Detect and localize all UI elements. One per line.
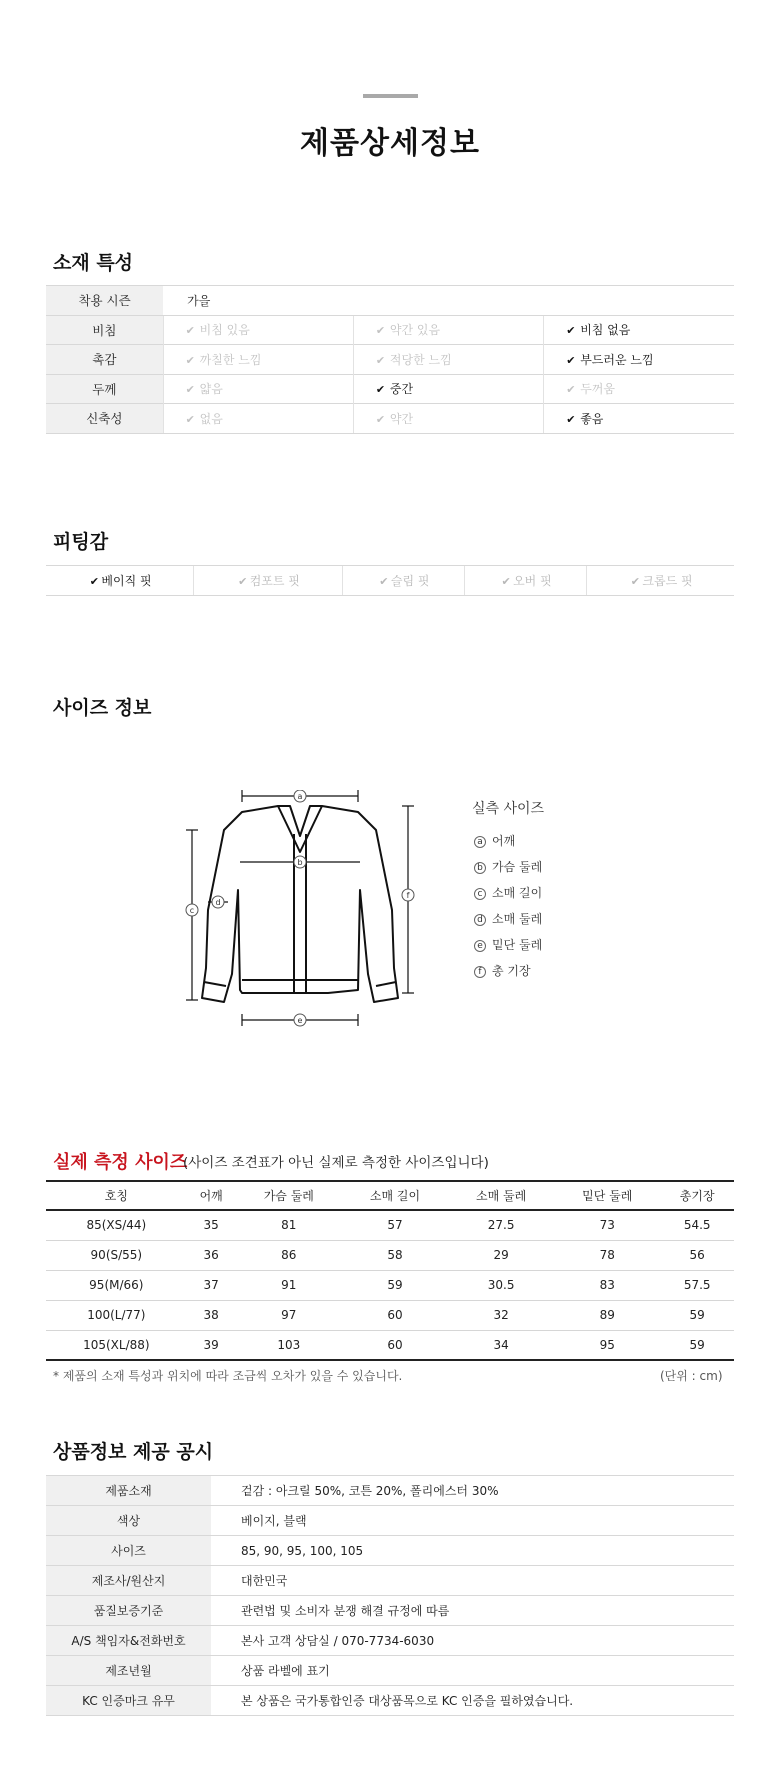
info-label: 제품소재 bbox=[46, 1476, 211, 1506]
table-cell: 83 bbox=[554, 1270, 660, 1300]
column-header: 소매 둘레 bbox=[448, 1181, 554, 1210]
legend-item: e 밑단 둘레 bbox=[474, 936, 542, 953]
table-cell: 34 bbox=[448, 1330, 554, 1360]
check-icon: ✔ bbox=[185, 383, 195, 397]
material-option: ✔ 약간 bbox=[353, 404, 543, 434]
info-row bbox=[46, 1566, 734, 1596]
info-row bbox=[46, 1656, 734, 1686]
check-icon: ✔ bbox=[375, 324, 386, 338]
legend-item: d 소매 둘레 bbox=[474, 910, 542, 927]
product-info-title: 상품정보 제공 공시 bbox=[53, 1441, 214, 1463]
column-header: 총기장 bbox=[660, 1181, 734, 1210]
material-option: ✔ 두꺼움 bbox=[544, 374, 734, 404]
material-label: 신축성 bbox=[46, 404, 163, 434]
info-value: 본 상품은 국가통합인증 대상품목으로 KC 인증을 필하였습니다. bbox=[211, 1686, 734, 1716]
info-value: 85, 90, 95, 100, 105 bbox=[211, 1536, 734, 1566]
table-cell: 60 bbox=[342, 1300, 448, 1330]
material-table bbox=[46, 285, 734, 434]
cardigan-size-diagram bbox=[180, 790, 420, 1030]
page-title: 제품상세정보 bbox=[300, 126, 480, 161]
table-cell: 90(S/55) bbox=[46, 1240, 187, 1270]
material-season-value: 가을 bbox=[163, 286, 734, 316]
unit-label: (단위 : cm) bbox=[660, 1369, 723, 1383]
table-cell: 59 bbox=[342, 1270, 448, 1300]
fit-table bbox=[46, 565, 734, 596]
table-cell: 56 bbox=[660, 1240, 734, 1270]
check-icon: ✔ bbox=[185, 324, 195, 338]
fit-option: ✔ 오버 핏 bbox=[464, 566, 586, 596]
info-label: 제조년월 bbox=[46, 1656, 211, 1686]
info-label: 품질보증기준 bbox=[46, 1596, 211, 1626]
column-header: 소매 길이 bbox=[342, 1181, 448, 1210]
table-cell: 57.5 bbox=[660, 1270, 734, 1300]
info-value: 관련법 및 소비자 분쟁 해결 규정에 따름 bbox=[211, 1596, 734, 1626]
measurement-header-row bbox=[46, 1181, 734, 1210]
info-label: 제조사/원산지 bbox=[46, 1566, 211, 1596]
column-header: 호칭 bbox=[46, 1181, 187, 1210]
material-option: ✔ 비침 있음 bbox=[163, 315, 353, 345]
title-divider bbox=[363, 94, 418, 98]
material-label: 촉감 bbox=[46, 345, 163, 375]
table-cell: 27.5 bbox=[448, 1210, 554, 1240]
material-label: 착용 시즌 bbox=[46, 286, 163, 316]
check-icon: ✔ bbox=[89, 575, 99, 588]
material-row bbox=[46, 404, 734, 434]
material-option: ✔ 약간 있음 bbox=[353, 315, 543, 345]
fit-option: ✔ 슬림 핏 bbox=[342, 566, 464, 596]
table-cell: 57 bbox=[342, 1210, 448, 1240]
table-cell: 60 bbox=[342, 1330, 448, 1360]
product-info-table bbox=[46, 1475, 734, 1716]
table-cell: 100(L/77) bbox=[46, 1300, 187, 1330]
table-cell: 58 bbox=[342, 1240, 448, 1270]
info-value: 상품 라벨에 표기 bbox=[211, 1656, 734, 1686]
material-option-selected: ✔ 부드러운 느낌 bbox=[544, 345, 734, 375]
info-label: 사이즈 bbox=[46, 1536, 211, 1566]
check-icon: ✔ bbox=[630, 575, 640, 588]
fit-section-title: 피팅감 bbox=[53, 531, 109, 553]
material-row-season bbox=[46, 286, 734, 316]
check-icon: ✔ bbox=[375, 353, 386, 367]
info-label: A/S 책임자&전화번호 bbox=[46, 1626, 211, 1656]
svg-text:c: c bbox=[189, 906, 195, 915]
check-icon: ✔ bbox=[566, 353, 576, 367]
material-row bbox=[46, 374, 734, 404]
table-row bbox=[46, 1300, 734, 1330]
check-icon: ✔ bbox=[566, 383, 576, 397]
info-value: 본사 고객 상담실 / 070-7734-6030 bbox=[211, 1626, 734, 1656]
material-option-selected: ✔ 좋음 bbox=[544, 404, 734, 434]
info-row bbox=[46, 1506, 734, 1536]
table-cell: 73 bbox=[554, 1210, 660, 1240]
svg-text:b: b bbox=[297, 858, 303, 867]
table-row bbox=[46, 1270, 734, 1300]
table-cell: 78 bbox=[554, 1240, 660, 1270]
check-icon: ✔ bbox=[501, 575, 511, 588]
info-row bbox=[46, 1476, 734, 1506]
table-cell: 105(XL/88) bbox=[46, 1330, 187, 1360]
check-icon: ✔ bbox=[185, 412, 195, 426]
info-value: 베이지, 블랙 bbox=[211, 1506, 734, 1536]
material-option-selected: ✔ 중간 bbox=[353, 374, 543, 404]
size-section-title: 사이즈 정보 bbox=[53, 697, 152, 719]
table-cell: 89 bbox=[554, 1300, 660, 1330]
table-cell: 95 bbox=[554, 1330, 660, 1360]
legend-item: c 소매 길이 bbox=[474, 884, 542, 901]
material-option-selected: ✔ 비침 없음 bbox=[544, 315, 734, 345]
material-option: ✔ 적당한 느낌 bbox=[353, 345, 543, 375]
measurement-note: * 제품의 소재 특성과 위치에 따라 조금씩 오차가 있을 수 있습니다. bbox=[53, 1369, 403, 1383]
column-header: 가슴 둘레 bbox=[236, 1181, 342, 1210]
table-cell: 81 bbox=[236, 1210, 342, 1240]
material-label: 두께 bbox=[46, 374, 163, 404]
info-row bbox=[46, 1626, 734, 1656]
table-cell: 86 bbox=[236, 1240, 342, 1270]
material-option: ✔ 얇음 bbox=[163, 374, 353, 404]
table-cell: 103 bbox=[236, 1330, 342, 1360]
table-cell: 30.5 bbox=[448, 1270, 554, 1300]
check-icon: ✔ bbox=[375, 412, 386, 426]
fit-option: ✔ 컴포트 핏 bbox=[193, 566, 342, 596]
table-cell: 29 bbox=[448, 1240, 554, 1270]
table-row bbox=[46, 1330, 734, 1360]
info-label: KC 인증마크 유무 bbox=[46, 1686, 211, 1716]
svg-text:d: d bbox=[215, 898, 221, 907]
table-cell: 38 bbox=[187, 1300, 236, 1330]
table-cell: 36 bbox=[187, 1240, 236, 1270]
material-label: 비침 bbox=[46, 315, 163, 345]
info-value: 대한민국 bbox=[211, 1566, 734, 1596]
table-cell: 39 bbox=[187, 1330, 236, 1360]
table-cell: 97 bbox=[236, 1300, 342, 1330]
table-cell: 37 bbox=[187, 1270, 236, 1300]
legend-item: b 가슴 둘레 bbox=[474, 858, 542, 875]
check-icon: ✔ bbox=[375, 383, 386, 397]
legend-title: 실측 사이즈 bbox=[472, 801, 545, 817]
table-cell: 95(M/66) bbox=[46, 1270, 187, 1300]
material-row bbox=[46, 345, 734, 375]
check-icon: ✔ bbox=[185, 353, 195, 367]
svg-text:a: a bbox=[297, 792, 303, 801]
legend-item: a 어깨 bbox=[474, 832, 515, 849]
material-option: ✔ 까칠한 느낌 bbox=[163, 345, 353, 375]
table-cell: 85(XS/44) bbox=[46, 1210, 187, 1240]
info-row bbox=[46, 1536, 734, 1566]
column-header: 밑단 둘레 bbox=[554, 1181, 660, 1210]
table-cell: 54.5 bbox=[660, 1210, 734, 1240]
legend-item: f 총 기장 bbox=[474, 962, 531, 979]
table-cell: 35 bbox=[187, 1210, 236, 1240]
material-row bbox=[46, 315, 734, 345]
svg-text:f: f bbox=[406, 891, 410, 900]
material-option: ✔ 없음 bbox=[163, 404, 353, 434]
table-row bbox=[46, 1240, 734, 1270]
column-header: 어깨 bbox=[187, 1181, 236, 1210]
table-cell: 32 bbox=[448, 1300, 554, 1330]
check-icon: ✔ bbox=[238, 575, 248, 588]
measurement-title: 실제 측정 사이즈 bbox=[53, 1152, 188, 1173]
measurement-table bbox=[46, 1180, 734, 1361]
check-icon: ✔ bbox=[566, 324, 576, 338]
table-cell: 59 bbox=[660, 1300, 734, 1330]
info-value: 겉감 : 아크릴 50%, 코튼 20%, 폴리에스터 30% bbox=[211, 1476, 734, 1506]
info-row bbox=[46, 1686, 734, 1716]
measurement-subtitle: (사이즈 조견표가 아닌 실제로 측정한 사이즈입니다) bbox=[183, 1155, 489, 1171]
table-row bbox=[46, 1210, 734, 1240]
fit-option-selected: ✔ 베이직 핏 bbox=[46, 566, 193, 596]
svg-text:e: e bbox=[297, 1016, 303, 1025]
table-cell: 59 bbox=[660, 1330, 734, 1360]
check-icon: ✔ bbox=[566, 412, 576, 426]
check-icon: ✔ bbox=[379, 575, 389, 588]
info-label: 색상 bbox=[46, 1506, 211, 1536]
info-row bbox=[46, 1596, 734, 1626]
fit-option: ✔ 크롭드 핏 bbox=[586, 566, 734, 596]
material-section-title: 소재 특성 bbox=[53, 252, 134, 274]
table-cell: 91 bbox=[236, 1270, 342, 1300]
